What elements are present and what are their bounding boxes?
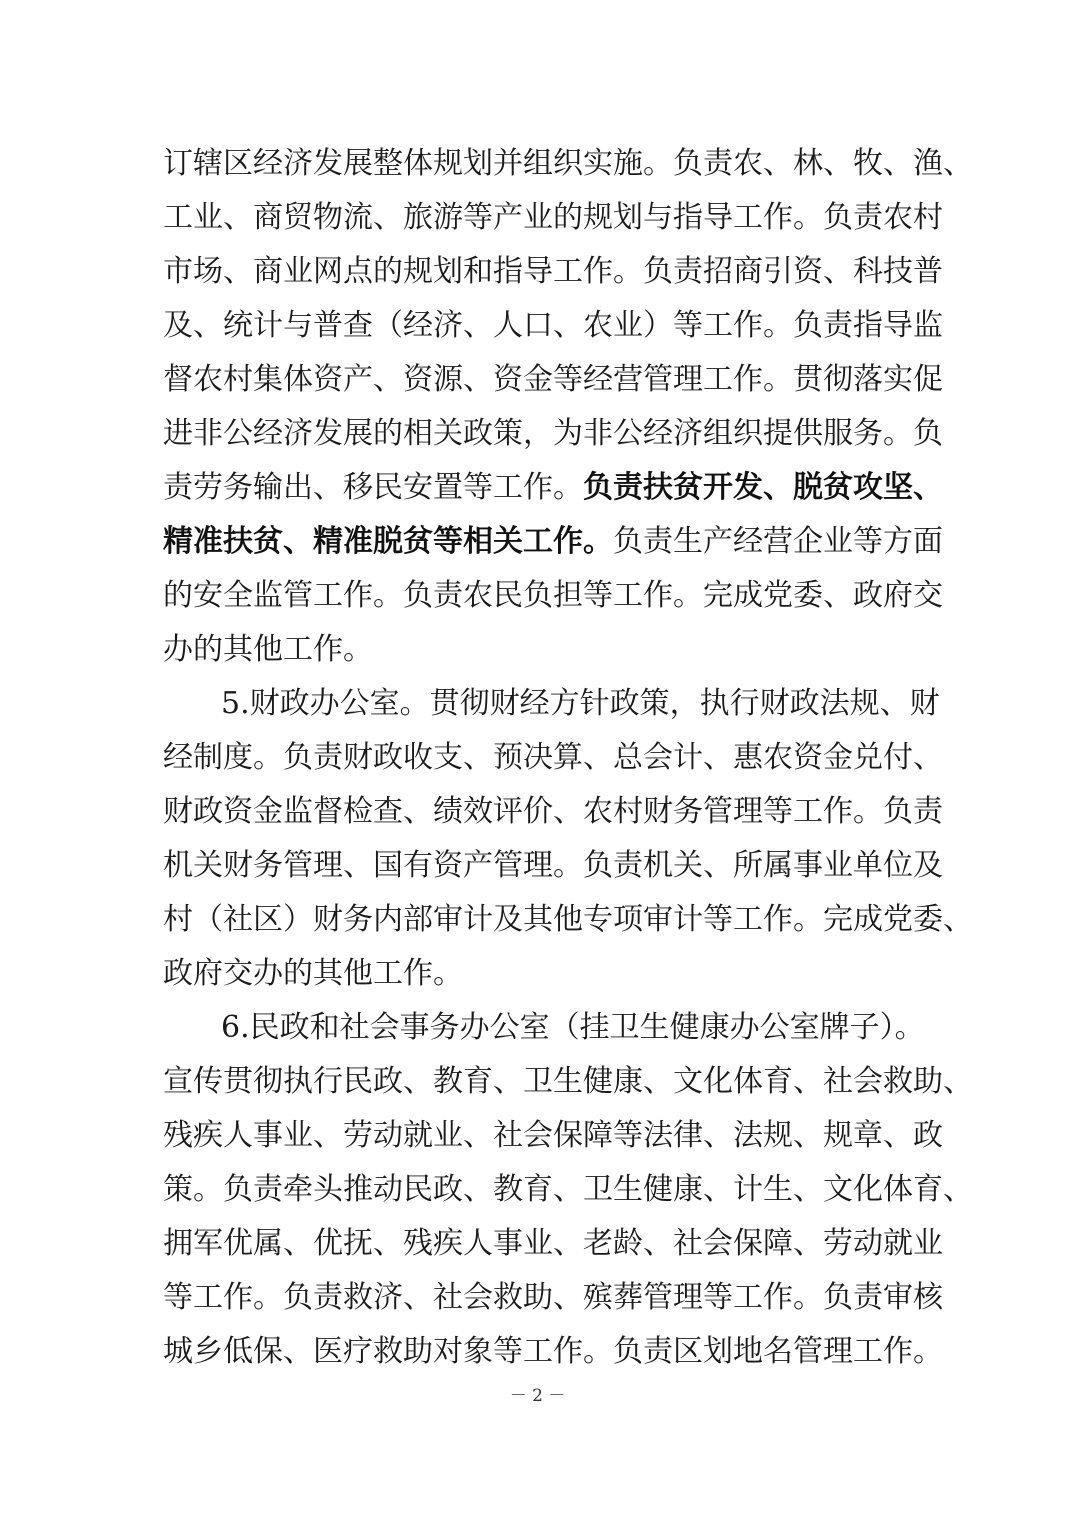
body-line: 及、统计与普查（经济、人口、农业）等工作。负责指导监 xyxy=(163,308,943,343)
body-line: 等工作。负责救济、社会救助、殡葬管理等工作。负责审核 xyxy=(163,1280,943,1315)
body-line: 城乡低保、医疗救助对象等工作。负责区划地名管理工作。 xyxy=(163,1334,943,1369)
body-line: 订辖区经济发展整体规划并组织实施。负责农、林、牧、渔、 xyxy=(163,146,973,181)
section-heading-line: 5.财政办公室。贯彻财经方针政策，执行财政法规、财 xyxy=(221,686,940,721)
body-line: 办的其他工作。 xyxy=(163,632,373,667)
body-line: 进非公经济发展的相关政策，为非公经济组织提供服务。负 xyxy=(163,416,943,451)
emphasized-text: 精准扶贫、精准脱贫等相关工作。 xyxy=(163,524,613,559)
body-line xyxy=(163,515,943,569)
body-line: 宣传贯彻执行民政、教育、卫生健康、文化体育、社会救助、 xyxy=(163,1064,973,1099)
body-line: 工业、商贸物流、旅游等产业的规划与指导工作。负责农村 xyxy=(163,200,943,235)
body-line: 机关财务管理、国有资产管理。负责机关、所属事业单位及 xyxy=(163,848,943,883)
body-text: 责劳务输出、移民安置等工作。 xyxy=(163,470,583,505)
body-line: 拥军优属、优抚、残疾人事业、老龄、社会保障、劳动就业 xyxy=(163,1226,943,1261)
body-line: 政府交办的其他工作。 xyxy=(163,956,463,991)
page-number: － 2 － xyxy=(509,1386,566,1406)
body-line: 督农村集体资产、资源、资金等经营管理工作。贯彻落实促 xyxy=(163,362,943,397)
body-line: 策。负责牵头推动民政、教育、卫生健康、计生、文化体育、 xyxy=(163,1172,973,1207)
body-line: 的安全监管工作。负责农民负担等工作。完成党委、政府交 xyxy=(163,578,943,613)
body-text: 负责生产经营企业等方面 xyxy=(613,524,943,559)
body-line: 市场、商业网点的规划和指导工作。负责招商引资、科技普 xyxy=(163,254,943,289)
body-line xyxy=(163,461,943,515)
section-heading-line: 6.民政和社会事务办公室（挂卫生健康办公室牌子）。 xyxy=(221,1010,925,1045)
body-line: 财政资金监督检查、绩效评价、农村财务管理等工作。负责 xyxy=(163,794,943,829)
emphasized-text: 负责扶贫开发、脱贫攻坚、 xyxy=(583,470,943,505)
body-line: 经制度。负责财政收支、预决算、总会计、惠农资金兑付、 xyxy=(163,740,943,775)
body-line: 村（社区）财务内部审计及其他专项审计等工作。完成党委、 xyxy=(163,902,973,937)
body-line: 残疾人事业、劳动就业、社会保障等法律、法规、规章、政 xyxy=(163,1118,943,1153)
document-body xyxy=(163,137,973,1379)
